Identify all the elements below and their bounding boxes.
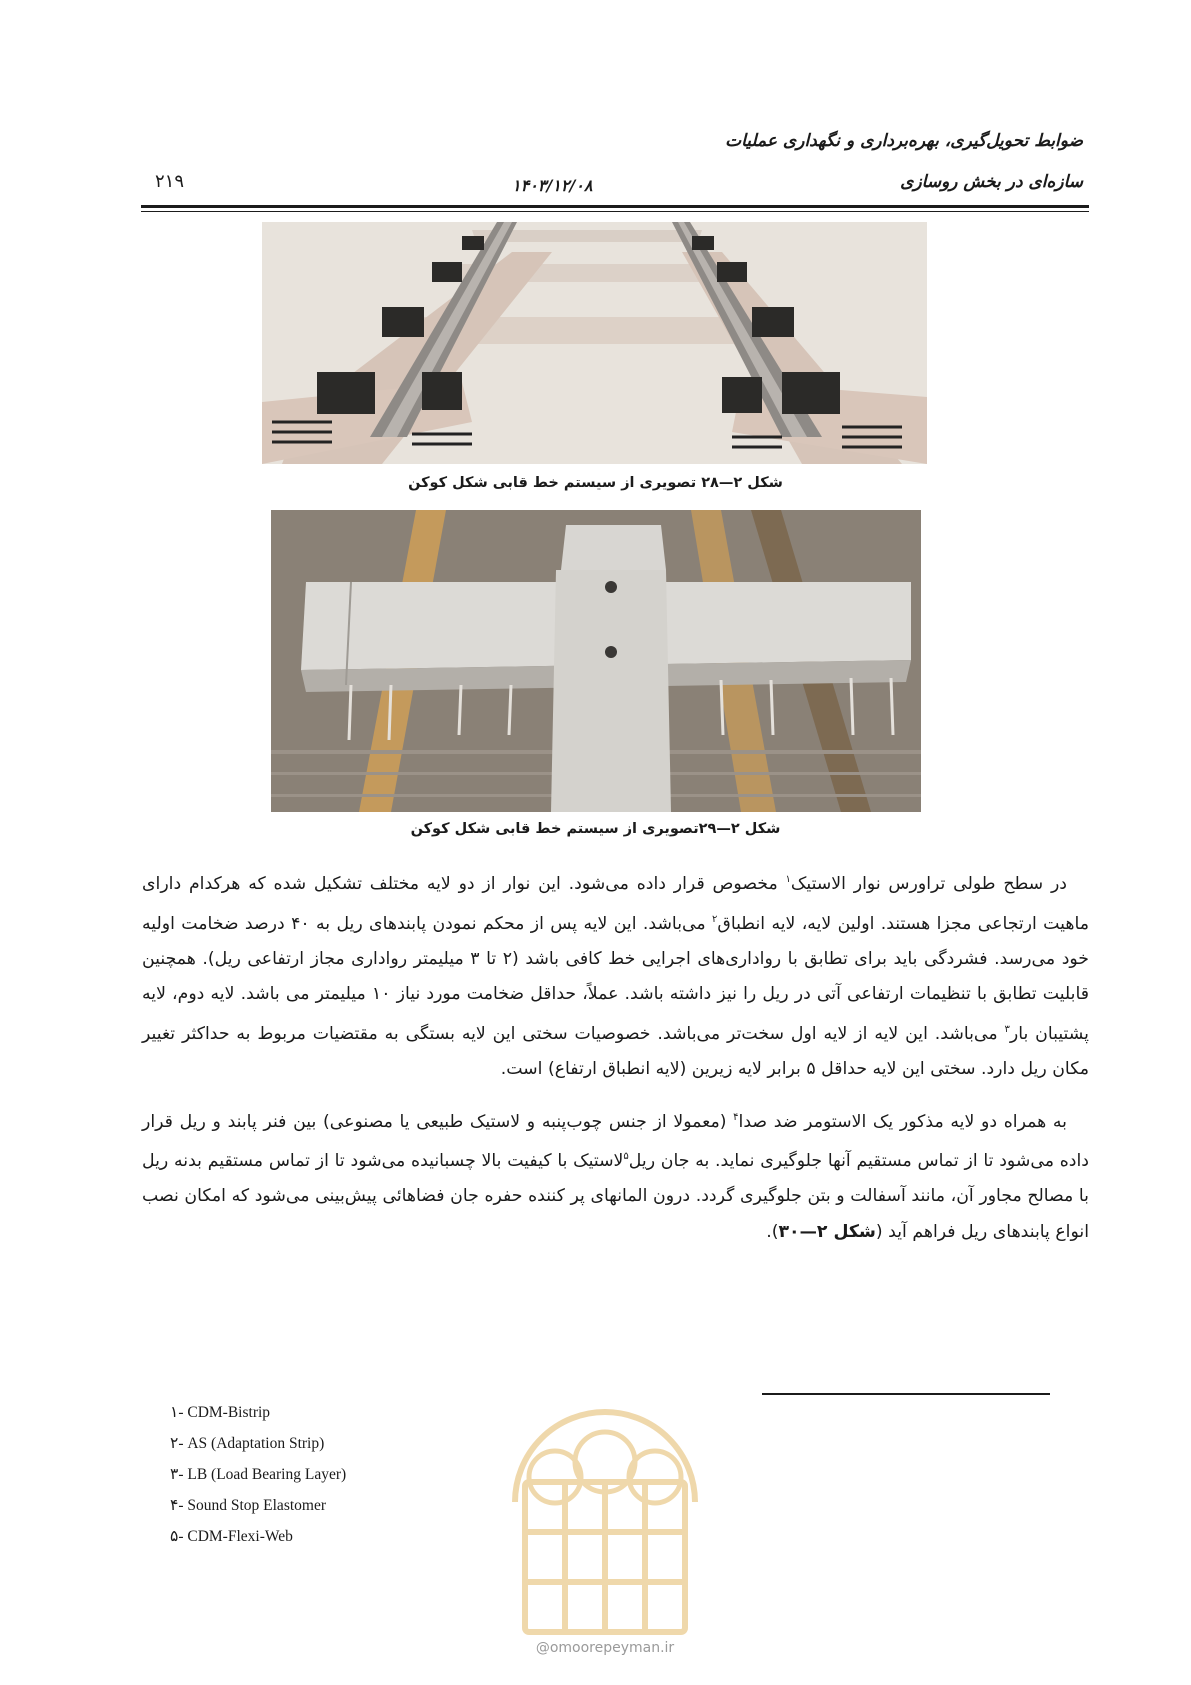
footnote-ref-1: ۱ [785, 874, 791, 885]
header-rule-thin [141, 211, 1089, 212]
figure-reference: شکل ۲—۳۰ [778, 1221, 876, 1242]
figure-2-image [271, 510, 921, 812]
paragraph-2: به همراه دو لایه مذکور یک الاستومر ضد صدا$^۴$ (معمولا از جنس چوب‌پنبه و لاستیک طبیعی یا مصنوعی) بین فنر پابند و ریل قرار داده می‌شود تا از تماس مستقیم آنها جلوگیری نماید. به جان ریل$^۵$لاستیک با کیفیت بالا چسبانیده می‌شود تا از تماس مستقیم بدنه ریل با مصالح مجاور آن، مانند آسفالت و بتن جلوگیری گردد. درون المانهای پر کننده حفره جان فضاهائی پیش‌بینی می‌شود که امکان نصب انواع پابندهای ریل فراهم آید (شکل ۲—۳۰). [142, 1111, 1089, 1242]
footnote-ref-4: ۴ [733, 1111, 739, 1123]
watermark-logo [485, 1352, 725, 1672]
header-date: ۱۴۰۳/۱۲/۰۸ [512, 176, 593, 195]
page-number: ۲۱۹ [155, 171, 185, 192]
paragraph-1: در سطح طولی تراورس نوار الاستیک$^۱$ مخصوص قرار داده می‌شود. این نوار از دو لایه مختلف تشکیل شده که هرکدام دارای ماهیت ارتجاعی مجزا هستند. اولین لایه، لایه انطباق$^۲$ می‌باشد. این لایه پس از محکم نمودن پابندهای ریل به ۴۰ درصد ضخامت اولیه خود می‌رسد. فشردگی باید برای تطابق با رواداری‌های اجرایی خط کافی باشد (۲ تا ۳ میلیمتر رواداری مجاز ارتفاعی ریل). همچنین قابلیت تطابق با تنظیمات ارتفاعی آتی در ریل را نیز داشته باشد. عملاً، حداقل ضخامت مورد نیاز ۱۰ میلیمتر می باشد. لایه دوم، لایه پشتیبان بار$^۳$ می‌باشد. این لایه از لایه اول سخت‌تر می‌باشد. خصوصیات سختی این لایه بستگی به مقتضیات مربوط به حداکثر تغییر مکان ریل دارد. سختی این لایه حداقل ۵ برابر لایه زیرین (لایه انطباق ارتفاع) است. [142, 873, 1089, 1080]
footnote-separator [762, 1393, 1050, 1395]
body-text [142, 862, 1089, 1250]
footnote-ref-2: ۲ [712, 913, 718, 925]
footnote-ref-5: ۵ [623, 1151, 629, 1163]
footnote-item: ۲- AS (Adaptation Strip) [170, 1435, 325, 1452]
footnote-item: ۳- LB (Load Bearing Layer) [170, 1466, 347, 1483]
header-title: ضوابط تحویل‌گیری، بهره‌برداری و نگهداری عملیات [725, 131, 1083, 151]
header-subtitle: سازه‌ای در بخش روسازی [900, 172, 1083, 192]
footnote-ref-3: ۳ [1004, 1024, 1010, 1036]
figure-2-caption: شکل ۲—۲۹تصویری از سیستم خط قابی شکل کوکن [410, 821, 781, 837]
footnote-item: ۴- Sound Stop Elastomer [170, 1497, 326, 1514]
figure-1-caption: شکل ۲—۲۸ تصویری از سیستم خط قابی شکل کوکن [408, 475, 783, 491]
footnote-item: ۱- CDM-Bistrip [170, 1404, 271, 1421]
footnote-item: ۵- CDM-Flexi-Web [170, 1528, 293, 1545]
footnotes [170, 1397, 346, 1552]
figure-1-image [262, 222, 927, 464]
header-rule-thick [141, 205, 1089, 208]
watermark-url: @omoorepeyman.ir [535, 1640, 675, 1656]
